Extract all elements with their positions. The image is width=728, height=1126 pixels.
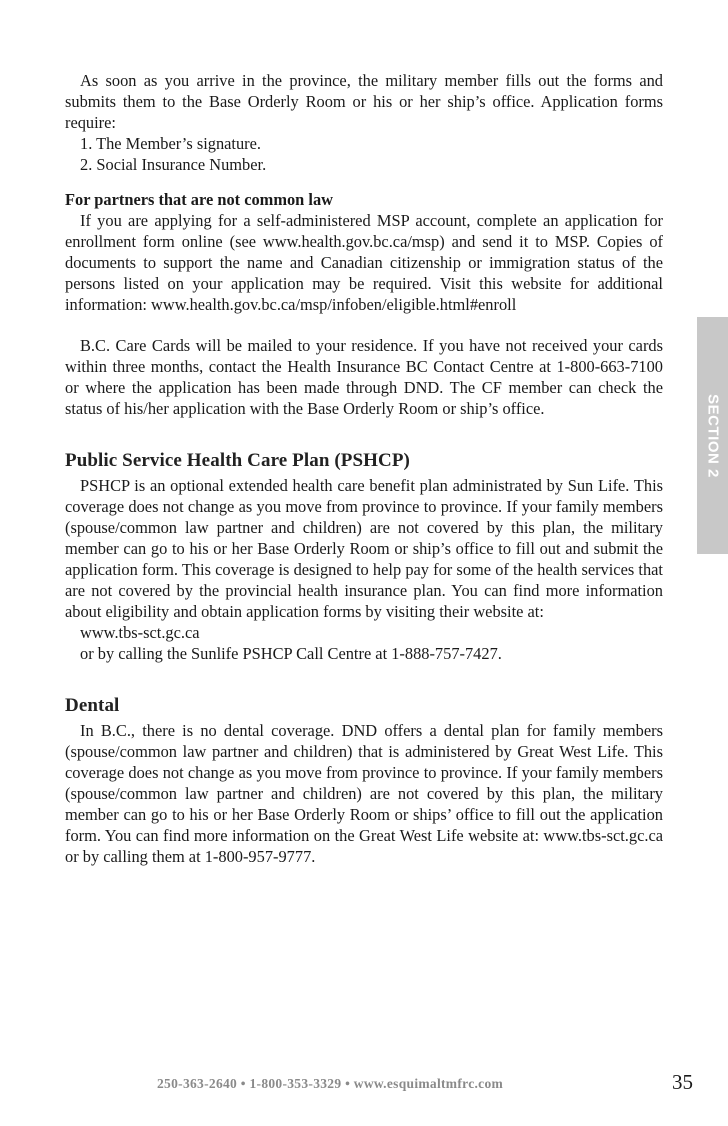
dental-title: Dental	[65, 695, 120, 716]
page-content	[65, 70, 663, 867]
section-side-tab-label: SECTION 2	[704, 393, 721, 478]
section-side-tab	[697, 317, 728, 554]
requirement-item-1: 1. The Member’s signature.	[80, 134, 262, 153]
page-number: 35	[672, 1070, 693, 1094]
partners-heading: For partners that are not common law	[65, 190, 333, 209]
pshcp-title: Public Service Health Care Plan (PSHCP)	[65, 450, 410, 471]
dental-paragraph: In B.C., there is no dental coverage. DND offers a dental plan for family members (spouse/common law partner and children) that is administered by Great West Life. This coverage does not change as you move from province to province. If your family members (spouse/common law partner and children) are not covered by this plan, the military member can go to his or her Base Orderly Room or ships’ office to fill out the application form. You can find more information on the Great West Life website at: www.tbs-sct.gc.ca or by calling them at 1-800-957-9777.	[65, 721, 663, 866]
pshcp-call-line: or by calling the Sunlife PSHCP Call Centre at 1-888-757-7427.	[80, 644, 502, 663]
intro-paragraph: As soon as you arrive in the province, the military member fills out the forms and submits them to the Base Orderly Room or his or her ship’s office. Application forms require:	[65, 71, 663, 132]
paragraph-spacer	[65, 315, 663, 335]
pshcp-website: www.tbs-sct.gc.ca	[80, 623, 200, 642]
pshcp-paragraph: PSHCP is an optional extended health care benefit plan administrated by Sun Life. This coverage does not change as you move from province to province. If your family members (spouse/common law partner and children) are not covered by this plan, the military member can go to his or her Base Orderly Room or ship’s office to fill out and submit the application form. This coverage is designed to help pay for some of the health services that are not covered by the provincial health insurance plan. You can find more information about eligibility and obtain application forms by visiting their website at:	[65, 476, 663, 621]
requirement-item-2: 2. Social Insurance Number.	[80, 155, 267, 174]
page-footer	[0, 1070, 728, 1098]
footer-contact-info: 250-363-2640 • 1-800-353-3329 • www.esquimaltmfrc.com	[157, 1076, 504, 1091]
partners-paragraph-care-cards: B.C. Care Cards will be mailed to your residence. If you have not received your cards within three months, contact the Health Insurance BC Contact Centre at 1-800-663-7100 or where the application has been made through DND. The CF member can check the status of his/her application with the Base Orderly Room or ship’s office.	[65, 336, 663, 418]
partners-paragraph-msp: If you are applying for a self-administered MSP account, complete an application for enrollment form online (see www.health.gov.bc.ca/msp) and send it to MSP. Copies of documents to support the name and Canadian citizenship or immigration status of the persons listed on your application may be required. Visit this website for additional information: www.health.gov.bc.ca/msp/infoben/eligible.html#enroll	[65, 211, 663, 314]
